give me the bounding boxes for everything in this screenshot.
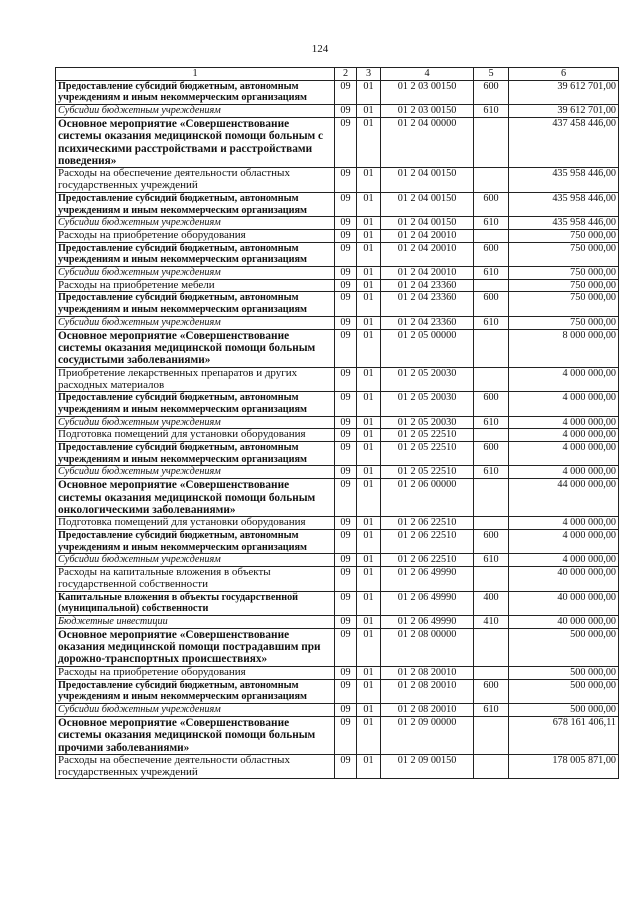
item-name-cell: Подготовка помещений для установки оборудования xyxy=(56,517,335,530)
column-number-4: 4 xyxy=(381,68,474,81)
page-number: 124 xyxy=(311,43,329,55)
amount-cell: 4 000 000,00 xyxy=(509,554,619,567)
item-name-cell: Основное мероприятие «Совершенствование системы оказания медицинской помощи больным сосудистыми заболеваниями» xyxy=(56,329,335,367)
table-row xyxy=(56,292,619,316)
amount-cell: 178 005 871,00 xyxy=(509,754,619,778)
item-name-cell: Субсидии бюджетным учреждениям xyxy=(56,466,335,479)
amount-cell: 4 000 000,00 xyxy=(509,530,619,554)
table-row xyxy=(56,567,619,591)
expense-type-cell xyxy=(474,479,509,517)
subsection-code-cell: 01 xyxy=(357,615,381,628)
section-code-cell: 09 xyxy=(335,105,357,118)
section-code-cell: 09 xyxy=(335,316,357,329)
item-name-cell: Предоставление субсидий бюджетным, автономным учреждениям и иным некоммерческим организациям xyxy=(56,242,335,266)
section-code-cell: 09 xyxy=(335,429,357,442)
amount-cell: 750 000,00 xyxy=(509,267,619,280)
expense-type-cell xyxy=(474,517,509,530)
item-name-cell: Субсидии бюджетным учреждениям xyxy=(56,217,335,230)
item-name-cell: Приобретение лекарственных препаратов и других расходных материалов xyxy=(56,367,335,391)
target-article-cell: 01 2 05 22510 xyxy=(381,442,474,466)
table-row xyxy=(56,80,619,104)
expense-type-cell: 600 xyxy=(474,679,509,703)
column-number-1: 1 xyxy=(56,68,335,81)
budget-table xyxy=(55,67,619,779)
table-row xyxy=(56,530,619,554)
item-name-cell: Основное мероприятие «Совершенствование оказания медицинской помощи пострадавшим при дорожно-транспортных происшествиях» xyxy=(56,628,335,666)
table-row xyxy=(56,267,619,280)
subsection-code-cell: 01 xyxy=(357,192,381,216)
subsection-code-cell: 01 xyxy=(357,704,381,717)
expense-type-cell: 610 xyxy=(474,316,509,329)
table-row xyxy=(56,242,619,266)
section-code-cell: 09 xyxy=(335,466,357,479)
target-article-cell: 01 2 08 20010 xyxy=(381,704,474,717)
section-code-cell: 09 xyxy=(335,679,357,703)
section-code-cell: 09 xyxy=(335,416,357,429)
target-article-cell: 01 2 06 22510 xyxy=(381,554,474,567)
target-article-cell: 01 2 05 00000 xyxy=(381,329,474,367)
item-name-cell: Субсидии бюджетным учреждениям xyxy=(56,704,335,717)
amount-cell: 750 000,00 xyxy=(509,242,619,266)
amount-cell: 8 000 000,00 xyxy=(509,329,619,367)
target-article-cell: 01 2 04 23360 xyxy=(381,292,474,316)
expense-type-cell xyxy=(474,117,509,168)
subsection-code-cell: 01 xyxy=(357,242,381,266)
amount-cell: 500 000,00 xyxy=(509,704,619,717)
table-row xyxy=(56,117,619,168)
target-article-cell: 01 2 05 22510 xyxy=(381,466,474,479)
table-row xyxy=(56,479,619,517)
expense-type-cell xyxy=(474,567,509,591)
amount-cell: 500 000,00 xyxy=(509,666,619,679)
expense-type-cell: 610 xyxy=(474,704,509,717)
subsection-code-cell: 01 xyxy=(357,429,381,442)
target-article-cell: 01 2 09 00150 xyxy=(381,754,474,778)
section-code-cell: 09 xyxy=(335,479,357,517)
target-article-cell: 01 2 06 22510 xyxy=(381,517,474,530)
target-article-cell: 01 2 06 49990 xyxy=(381,615,474,628)
table-row xyxy=(56,554,619,567)
expense-type-cell xyxy=(474,429,509,442)
expense-type-cell: 600 xyxy=(474,292,509,316)
target-article-cell: 01 2 06 49990 xyxy=(381,591,474,615)
subsection-code-cell: 01 xyxy=(357,554,381,567)
expense-type-cell xyxy=(474,666,509,679)
subsection-code-cell: 01 xyxy=(357,716,381,754)
table-row xyxy=(56,517,619,530)
amount-cell: 4 000 000,00 xyxy=(509,517,619,530)
target-article-cell: 01 2 06 00000 xyxy=(381,479,474,517)
amount-cell: 40 000 000,00 xyxy=(509,567,619,591)
expense-type-cell: 610 xyxy=(474,416,509,429)
item-name-cell: Основное мероприятие «Совершенствование системы оказания медицинской помощи больным прочими заболеваниями» xyxy=(56,716,335,754)
item-name-cell: Предоставление субсидий бюджетным, автономным учреждениям и иным некоммерческим организациям xyxy=(56,392,335,416)
target-article-cell: 01 2 05 20030 xyxy=(381,367,474,391)
target-article-cell: 01 2 08 20010 xyxy=(381,679,474,703)
section-code-cell: 09 xyxy=(335,229,357,242)
table-row xyxy=(56,442,619,466)
subsection-code-cell: 01 xyxy=(357,217,381,230)
subsection-code-cell: 01 xyxy=(357,267,381,280)
item-name-cell: Субсидии бюджетным учреждениям xyxy=(56,105,335,118)
section-code-cell: 09 xyxy=(335,716,357,754)
amount-cell: 750 000,00 xyxy=(509,292,619,316)
subsection-code-cell: 01 xyxy=(357,168,381,192)
target-article-cell: 01 2 04 00150 xyxy=(381,192,474,216)
target-article-cell: 01 2 06 22510 xyxy=(381,530,474,554)
table-row xyxy=(56,192,619,216)
subsection-code-cell: 01 xyxy=(357,628,381,666)
section-code-cell: 09 xyxy=(335,279,357,292)
section-code-cell: 09 xyxy=(335,267,357,280)
section-code-cell: 09 xyxy=(335,292,357,316)
item-name-cell: Предоставление субсидий бюджетным, автономным учреждениям и иным некоммерческим организациям xyxy=(56,292,335,316)
section-code-cell: 09 xyxy=(335,117,357,168)
table-row xyxy=(56,466,619,479)
item-name-cell: Расходы на приобретение оборудования xyxy=(56,666,335,679)
target-article-cell: 01 2 04 20010 xyxy=(381,267,474,280)
expense-type-cell: 610 xyxy=(474,554,509,567)
section-code-cell: 09 xyxy=(335,242,357,266)
table-row xyxy=(56,754,619,778)
table-row xyxy=(56,367,619,391)
section-code-cell: 09 xyxy=(335,666,357,679)
subsection-code-cell: 01 xyxy=(357,666,381,679)
item-name-cell: Предоставление субсидий бюджетным, автономным учреждениям и иным некоммерческим организациям xyxy=(56,80,335,104)
amount-cell: 435 958 446,00 xyxy=(509,192,619,216)
item-name-cell: Предоставление субсидий бюджетным, автономным учреждениям и иным некоммерческим организациям xyxy=(56,679,335,703)
table-row xyxy=(56,615,619,628)
subsection-code-cell: 01 xyxy=(357,591,381,615)
expense-type-cell: 610 xyxy=(474,217,509,230)
subsection-code-cell: 01 xyxy=(357,517,381,530)
table-row xyxy=(56,316,619,329)
item-name-cell: Капитальные вложения в объекты государственной (муниципальной) собственности xyxy=(56,591,335,615)
amount-cell: 678 161 406,11 xyxy=(509,716,619,754)
target-article-cell: 01 2 03 00150 xyxy=(381,80,474,104)
expense-type-cell xyxy=(474,716,509,754)
subsection-code-cell: 01 xyxy=(357,530,381,554)
amount-cell: 4 000 000,00 xyxy=(509,416,619,429)
expense-type-cell xyxy=(474,329,509,367)
target-article-cell: 01 2 05 20030 xyxy=(381,416,474,429)
item-name-cell: Расходы на обеспечение деятельности областных государственных учреждений xyxy=(56,168,335,192)
amount-cell: 435 958 446,00 xyxy=(509,168,619,192)
target-article-cell: 01 2 04 00150 xyxy=(381,168,474,192)
column-number-3: 3 xyxy=(357,68,381,81)
amount-cell: 4 000 000,00 xyxy=(509,466,619,479)
amount-cell: 4 000 000,00 xyxy=(509,367,619,391)
item-name-cell: Расходы на капитальные вложения в объекты государственной собственности xyxy=(56,567,335,591)
item-name-cell: Предоставление субсидий бюджетным, автономным учреждениям и иным некоммерческим организациям xyxy=(56,192,335,216)
expense-type-cell: 610 xyxy=(474,267,509,280)
section-code-cell: 09 xyxy=(335,168,357,192)
target-article-cell: 01 2 09 00000 xyxy=(381,716,474,754)
section-code-cell: 09 xyxy=(335,192,357,216)
table-row xyxy=(56,168,619,192)
expense-type-cell xyxy=(474,279,509,292)
expense-type-cell: 600 xyxy=(474,192,509,216)
section-code-cell: 09 xyxy=(335,530,357,554)
target-article-cell: 01 2 04 00150 xyxy=(381,217,474,230)
section-code-cell: 09 xyxy=(335,442,357,466)
subsection-code-cell: 01 xyxy=(357,442,381,466)
item-name-cell: Субсидии бюджетным учреждениям xyxy=(56,416,335,429)
expense-type-cell: 400 xyxy=(474,591,509,615)
section-code-cell: 09 xyxy=(335,80,357,104)
amount-cell: 437 458 446,00 xyxy=(509,117,619,168)
subsection-code-cell: 01 xyxy=(357,416,381,429)
item-name-cell: Подготовка помещений для установки оборудования xyxy=(56,429,335,442)
table-row xyxy=(56,429,619,442)
amount-cell: 4 000 000,00 xyxy=(509,442,619,466)
section-code-cell: 09 xyxy=(335,517,357,530)
target-article-cell: 01 2 04 00000 xyxy=(381,117,474,168)
section-code-cell: 09 xyxy=(335,628,357,666)
target-article-cell: 01 2 04 20010 xyxy=(381,229,474,242)
item-name-cell: Расходы на приобретение оборудования xyxy=(56,229,335,242)
expense-type-cell: 410 xyxy=(474,615,509,628)
subsection-code-cell: 01 xyxy=(357,679,381,703)
subsection-code-cell: 01 xyxy=(357,567,381,591)
section-code-cell: 09 xyxy=(335,591,357,615)
item-name-cell: Предоставление субсидий бюджетным, автономным учреждениям и иным некоммерческим организациям xyxy=(56,530,335,554)
section-code-cell: 09 xyxy=(335,754,357,778)
amount-cell: 4 000 000,00 xyxy=(509,392,619,416)
item-name-cell: Субсидии бюджетным учреждениям xyxy=(56,267,335,280)
target-article-cell: 01 2 08 00000 xyxy=(381,628,474,666)
section-code-cell: 09 xyxy=(335,704,357,717)
table-row xyxy=(56,217,619,230)
table-row xyxy=(56,679,619,703)
section-code-cell: 09 xyxy=(335,329,357,367)
target-article-cell: 01 2 06 49990 xyxy=(381,567,474,591)
subsection-code-cell: 01 xyxy=(357,80,381,104)
column-number-5: 5 xyxy=(474,68,509,81)
amount-cell: 40 000 000,00 xyxy=(509,615,619,628)
expense-type-cell: 600 xyxy=(474,442,509,466)
item-name-cell: Расходы на обеспечение деятельности областных государственных учреждений xyxy=(56,754,335,778)
amount-cell: 500 000,00 xyxy=(509,628,619,666)
section-code-cell: 09 xyxy=(335,217,357,230)
table-row xyxy=(56,329,619,367)
table-row xyxy=(56,392,619,416)
table-row xyxy=(56,416,619,429)
expense-type-cell: 600 xyxy=(474,242,509,266)
amount-cell: 40 000 000,00 xyxy=(509,591,619,615)
expense-type-cell xyxy=(474,168,509,192)
subsection-code-cell: 01 xyxy=(357,479,381,517)
target-article-cell: 01 2 04 20010 xyxy=(381,242,474,266)
subsection-code-cell: 01 xyxy=(357,279,381,292)
table-row xyxy=(56,666,619,679)
column-number-row xyxy=(56,68,619,81)
item-name-cell: Расходы на приобретение мебели xyxy=(56,279,335,292)
amount-cell: 750 000,00 xyxy=(509,279,619,292)
section-code-cell: 09 xyxy=(335,554,357,567)
table-row xyxy=(56,229,619,242)
expense-type-cell xyxy=(474,754,509,778)
item-name-cell: Субсидии бюджетным учреждениям xyxy=(56,554,335,567)
expense-type-cell: 600 xyxy=(474,80,509,104)
expense-type-cell xyxy=(474,367,509,391)
amount-cell: 500 000,00 xyxy=(509,679,619,703)
expense-type-cell: 610 xyxy=(474,466,509,479)
amount-cell: 44 000 000,00 xyxy=(509,479,619,517)
amount-cell: 750 000,00 xyxy=(509,316,619,329)
target-article-cell: 01 2 08 20010 xyxy=(381,666,474,679)
table-row xyxy=(56,628,619,666)
subsection-code-cell: 01 xyxy=(357,392,381,416)
target-article-cell: 01 2 04 23360 xyxy=(381,279,474,292)
subsection-code-cell: 01 xyxy=(357,292,381,316)
budget-table-body xyxy=(56,68,619,779)
subsection-code-cell: 01 xyxy=(357,117,381,168)
column-number-2: 2 xyxy=(335,68,357,81)
section-code-cell: 09 xyxy=(335,392,357,416)
subsection-code-cell: 01 xyxy=(357,316,381,329)
section-code-cell: 09 xyxy=(335,567,357,591)
expense-type-cell: 600 xyxy=(474,530,509,554)
subsection-code-cell: 01 xyxy=(357,754,381,778)
item-name-cell: Основное мероприятие «Совершенствование системы оказания медицинской помощи больным с психическими расстройствами и расстройствами поведения» xyxy=(56,117,335,168)
subsection-code-cell: 01 xyxy=(357,229,381,242)
subsection-code-cell: 01 xyxy=(357,105,381,118)
expense-type-cell: 610 xyxy=(474,105,509,118)
expense-type-cell xyxy=(474,628,509,666)
target-article-cell: 01 2 05 20030 xyxy=(381,392,474,416)
item-name-cell: Основное мероприятие «Совершенствование системы оказания медицинской помощи больным онкологическими заболеваниями» xyxy=(56,479,335,517)
column-number-6: 6 xyxy=(509,68,619,81)
amount-cell: 750 000,00 xyxy=(509,229,619,242)
expense-type-cell: 600 xyxy=(474,392,509,416)
amount-cell: 435 958 446,00 xyxy=(509,217,619,230)
item-name-cell: Предоставление субсидий бюджетным, автономным учреждениям и иным некоммерческим организациям xyxy=(56,442,335,466)
subsection-code-cell: 01 xyxy=(357,466,381,479)
item-name-cell: Бюджетные инвестиции xyxy=(56,615,335,628)
expense-type-cell xyxy=(474,229,509,242)
table-row xyxy=(56,716,619,754)
table-row xyxy=(56,591,619,615)
table-row xyxy=(56,704,619,717)
section-code-cell: 09 xyxy=(335,615,357,628)
target-article-cell: 01 2 03 00150 xyxy=(381,105,474,118)
target-article-cell: 01 2 05 22510 xyxy=(381,429,474,442)
table-row xyxy=(56,279,619,292)
target-article-cell: 01 2 04 23360 xyxy=(381,316,474,329)
amount-cell: 4 000 000,00 xyxy=(509,429,619,442)
subsection-code-cell: 01 xyxy=(357,329,381,367)
item-name-cell: Субсидии бюджетным учреждениям xyxy=(56,316,335,329)
amount-cell: 39 612 701,00 xyxy=(509,105,619,118)
section-code-cell: 09 xyxy=(335,367,357,391)
subsection-code-cell: 01 xyxy=(357,367,381,391)
table-row xyxy=(56,105,619,118)
amount-cell: 39 612 701,00 xyxy=(509,80,619,104)
